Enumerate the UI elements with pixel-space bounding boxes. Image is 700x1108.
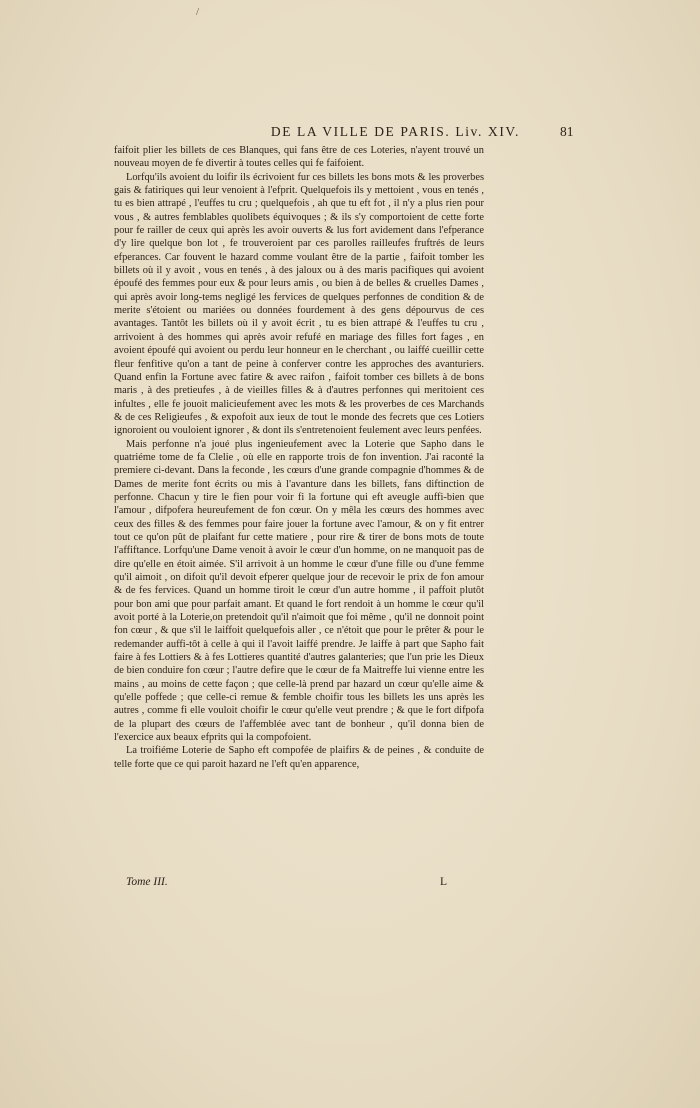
paragraph-2: Lorfqu'ils avoient du loifir ils écrivoient fur ces billets les bons mots & les proverbes gais & fatiriques qui leur venoient à l'efprit. Quelquefois ils y mettoient , vous en tenés , tu es bien attrapé , l'euffes tu cru ; quelquefois , ah que tu eft fot , il n'y a plus rien pour vous , & autres femblables quolibets équivoques ; & ils s'y comportoient de cette forte pour fe railler de ceux qui après les avoir ouverts & lus fort avidement dans l'efperance d'y lire quelque bon lot , fe trouveroient par ces parolles railleufes fruftrés de leurs efperances. Car fouvent le hazard comme voulant être de la partie , faifoit tomber les billets où il y avoit , vous en tenés , à des jaloux ou à des maris pacifiques qui avoient époufé des femmes pour eux & pour leurs amis , ou bien à de belles & cruelles Dames , qui après avoir long-tems negligé les fervices de quelques perfonnes de condition & de merite s'étoient ou mariées ou données fourdement à des gens dépourvus de ces avantages. Tantôt les billets où il y avoit écrit , tu es bien attrapé & l'euffes tu cru , arrivoient à des hommes qui après avoir refufé en mariage des filles fort fages , en avoient époufé qui avoient ou perdu leur honneur en le cherchant , ou laiffé cueillir cette fleur fenfitive qu'on a tant de peine à conferver contre les approches des avanturiers. Quand enfin la Fortune avec fatire & avec raifon , faifoit tomber ces billets à de bons maris , à des pretieufes , à de vieilles filles & à d'autres perfonnes qui meritoient ces infultes , elle fe jouoit malicieufement avec les mots & les proverbes de ces Marchands & de ces Religieufes , & expofoit aux ieux de tout le monde des fecrets que ces Lotiers ignoroient ou vouloient ignorer , & dont ils s'entretenoient feulement avec leurs penfées. xyxy=(114,171,484,437)
page-number: 81 xyxy=(560,124,574,139)
paragraph-4: La troifiéme Loterie de Sapho eft compofée de plaifirs & de peines , & conduite de telle forte que ce qui paroit hazard ne l'eft qu'en apparence, xyxy=(114,745,484,770)
page-mark: / xyxy=(196,6,200,18)
paragraph-1: faifoit plier les billets de ces Blanques, qui fans être de ces Loteries, n'ayent trouvé un nouveau moyen de fe divertir à toutes celles qui fe faifoient. xyxy=(114,145,484,170)
main-text xyxy=(114,144,484,771)
signature-mark: L xyxy=(440,876,448,888)
paragraph-3: Mais perfonne n'a joué plus ingenieufement avec la Loterie que Sapho dans le quatriéme tome de fa Clelie , où elle en rapporte trois de fon invention. J'ai raconté la premiere ci-devant. Dans la feconde , les cœurs d'une grande compagnie d'hommes & de Dames de merite font écrits ou mis à l'avanture dans les billets, fans diftinction de perfonne. Chacun y tire le fien pour voir fi la fortune qui eft aveugle auffi-bien que l'amour , difpofera heureufement de fon cœur. On y mêla les cœurs des hommes avec ceux des filles & des femmes pour faire jouer la fortune avec l'amour, & on y fit entrer tout ce qu'on pût de plaifant fur cette matiere , pour rire & tirer de bons mots de toute l'affiftance. Lorfqu'une Dame venoit à avoir le cœur d'un homme, on ne manquoit pas de dire qu'elle en étoit aimée. S'il arrivoit à un homme le cœur d'une fille ou d'une femme qu'il aimoit , on difoit qu'il devoit efperer quelque jour de recevoir le prix de fon amour & de fes fervices. Quand un homme tiroit le cœur d'un autre homme , il paffoit plutôt pour bon ami que pour parfait amant. Et quand le fort rendoit à un homme le cœur qu'il avoit porté à la Loterie,on pretendoit qu'il n'aimoit que foi même , qu'il ne donnoit point fon cœur , & que s'il le laiffoit quelquefois aller , ce n'étoit que pour le prêter & pour le redemander auffi-tôt à celle à qui il l'avoit laiffé prendre. Je laiffe à part que Sapho fait faire à fes Lottiers & à fes Lottieres quantité d'autres galanteries; que l'un prie les Dieux de bien conduire fon cœur ; l'autre defire que le cœur de fa Maitreffe lui vienne entre les mains , au moins de cette façon ; que celle-là prend par hazard un cœur qu'elle aime & qu'elle poffede ; que celle-ci remue & femble choifir tous les billets les uns après les autres , comme fi elle vouloit choifir le cœur qu'elle veut prendre ; & que le fort difpofa de la plupart des cœurs de l'affemblée avec tant de bonheur , qu'il donna bien de l'exercice aux beaux efprits qui la compofoient. xyxy=(114,438,484,744)
running-head: DE LA VILLE DE PARIS. Liv. XIV. xyxy=(270,124,520,139)
volume-label: Tome III. xyxy=(126,876,168,888)
